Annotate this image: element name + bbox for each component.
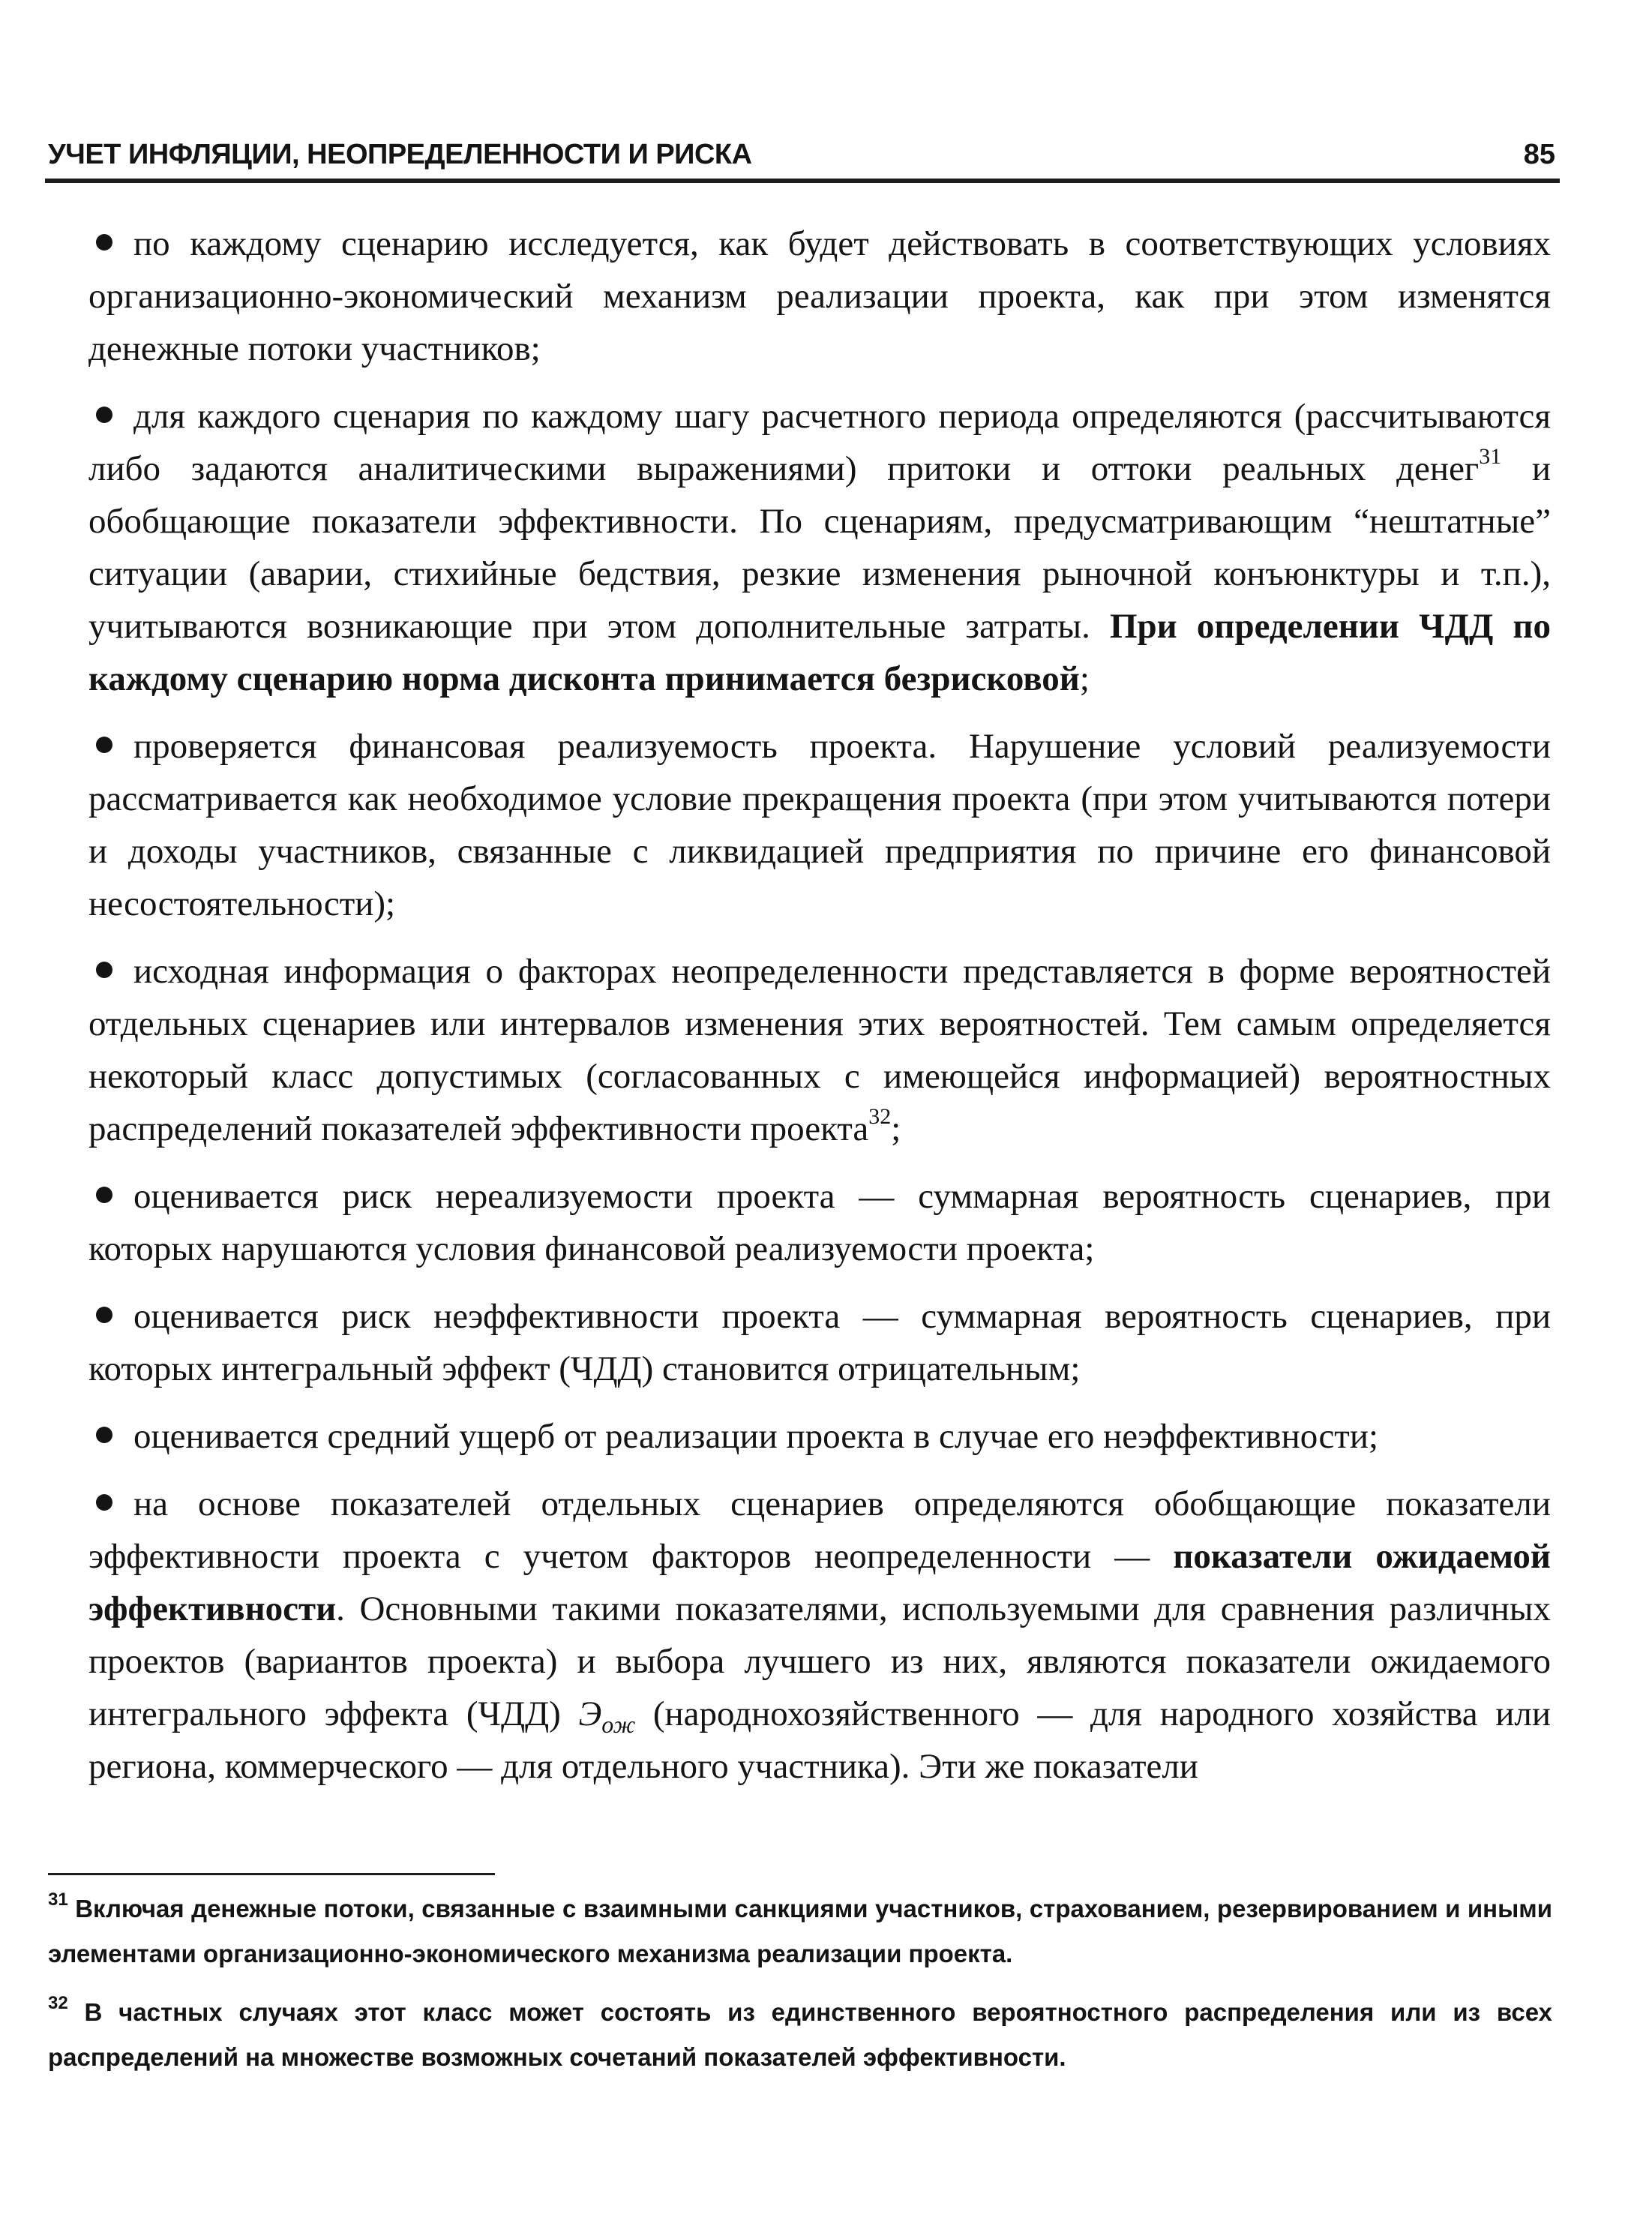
bullet-icon [96,1494,112,1511]
bullet-icon [96,1187,112,1203]
bullet-icon [96,737,112,753]
footnote: $^{32}$ В частных случаях этот класс может состоять из единственного вероятностного распределения или из всех распределений на множестве возможных сочетаний показателей эффективности. [48,1993,1552,2071]
list-item: оценивается риск нереализуемости проекта — суммарная вероятность сценариев, при которых нарушаются условия финансовой реализуемости проекта; [88,1177,1551,1268]
footnote-mark: 31 [48,1889,68,1910]
bullet-icon [96,962,112,978]
list-item: оценивается риск неэффективности проекта — суммарная вероятность сценариев, при которых интегральный эффект (ЧДД) становится отрицательным; [88,1297,1551,1388]
expected-effect-subscript: ож [601,1711,636,1738]
bullet-icon [96,234,112,251]
footnote-ref-32: 32 [868,1104,892,1129]
emphasis-text: При определении ЧДД по каждому сценарию норма дисконта принимается безрисковой [88,607,1551,698]
list-item: по каждому сценарию исследуется, как будет действовать в соответствующих условиях организационно-экономический механизм реализации проекта, как при этом изменятся денежные потоки участников; [88,224,1551,368]
page-header [48,140,1555,170]
footnote-rule [48,1873,495,1875]
list-item: для каждого сценария по каждому шагу расчетного периода определяются (рассчитываются либо задаются аналитическими выражениями) притоки и оттоки реальных денег$^{31}$ и обобщающие показатели эффективности. По сценариям, предусматривающим “нештатные” ситуации (аварии, стихийные бедствия, резкие изменения рыночной конъюнктуры и т.п.), учитываются возникающие при этом дополнительные затраты. При определении ЧДД по каждому сценарию норма дисконта принимается безрисковой; [88,397,1551,698]
footnote-mark: 32 [48,1993,68,2013]
bullet-icon [96,1427,112,1443]
emphasis-text: показатели ожидаемой эффективности [88,1537,1551,1628]
main-text [88,218,1551,1808]
footnotes [48,1886,1552,2093]
header-rule [45,179,1560,183]
running-title: УЧЕТ ИНФЛЯЦИИ, НЕОПРЕДЕЛЕННОСТИ И РИСКА [48,139,752,170]
expected-effect-symbol: Э [578,1694,602,1733]
footnote-ref-31: 31 [1479,444,1502,469]
list-item: проверяется финансовая реализуемость проекта. Нарушение условий реализуемости рассматривается как необходимое условие прекращения проекта (при этом учитываются потери и доходы участников, связанные с ликвидацией предприятия по причине его финансовой несостоятельности); [88,727,1551,923]
page-number: 85 [1523,139,1555,170]
list-item: оценивается средний ущерб от реализации проекта в случае его неэффективности; [88,1410,1551,1463]
footnote: $^{31}$ Включая денежные потоки, связанные с взаимными санкциями участников, страхованием, резервированием и иными элементами организационно-экономического механизма реализации проекта. [48,1889,1552,1967]
list-item: исходная информация о факторах неопределенности представляется в форме вероятностей отдельных сценариев или интервалов изменения этих вероятностей. Тем самым определяется некоторый класс допустимых (согласованных с имеющейся информацией) вероятностных распределений показателей эффективности проекта$^{32}$; [88,952,1551,1148]
bullet-icon [96,407,112,423]
list-item: на основе показателей отдельных сценариев определяются обобщающие показатели эффективности проекта с учетом факторов неопределенности — показатели ожидаемой эффективности. Основными такими показателями, используемыми для сравнения различных проектов (вариантов проекта) и выбора лучшего из них, являются показатели ожидаемого интегрального эффекта (ЧДД) $Э_{ож}$ (народнохозяйственного — для народного хозяйства или региона, коммерческого — для отдельного участника). Эти же показатели [88,1484,1551,1786]
bullet-icon [96,1307,112,1323]
